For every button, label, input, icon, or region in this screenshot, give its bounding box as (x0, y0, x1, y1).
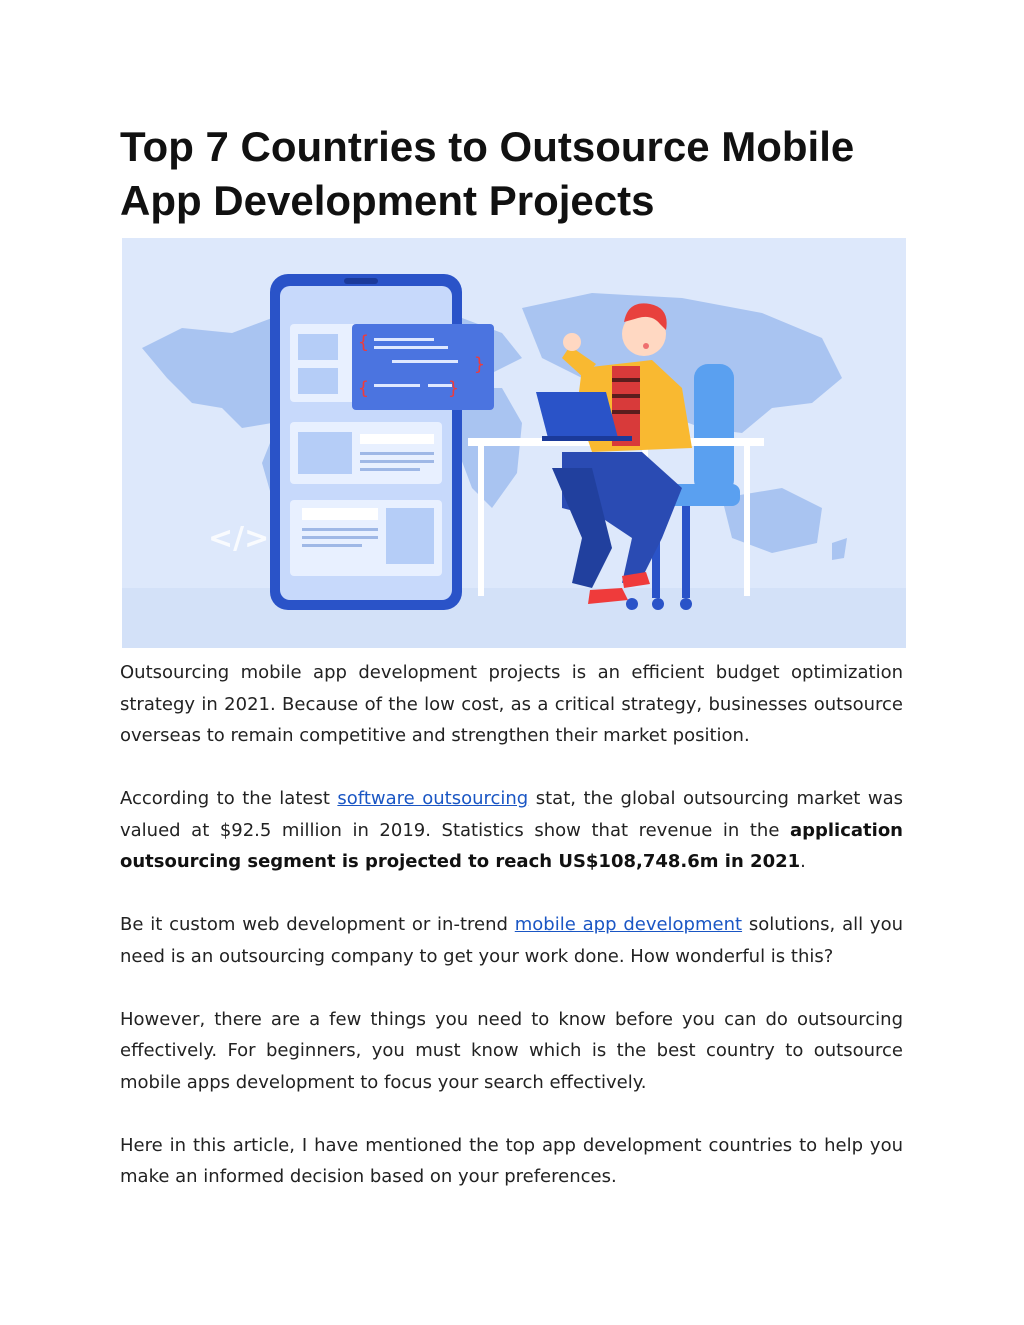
bold-highlight: application outsourcing segment is projected to reach US$108,748.6m in 2021 (120, 819, 903, 872)
paragraph-text: . (800, 851, 806, 872)
paragraph-beginners: However, there are a few things you need to know before you can do outsourcing effectively. For beginners, you must know which is the best country to outsource mobile apps development to focus your search effectively. (120, 1008, 903, 1093)
svg-text:}: } (474, 354, 485, 375)
paragraph-intro: Outsourcing mobile app development projects is an efficient budget optimization strategy in 2021. Because of the low cost, as a critical strategy, businesses outsource overseas to remain competitive and strengthen their market position. (120, 662, 903, 746)
paragraph-text: solutions, all you need is an outsourcing company to get your work done. How wonderful is this? (120, 914, 903, 967)
software-outsourcing-link[interactable]: software outsourcing (337, 788, 529, 809)
paragraph-text: Be it custom web development or in-trend (120, 914, 515, 935)
hero-illustration (122, 238, 906, 648)
paragraph-stats (120, 783, 903, 878)
page-title: Top 7 Countries to Outsource Mobile App Development Projects (120, 123, 855, 224)
code-panel-icon (352, 324, 494, 410)
paragraph-conclusion: Here in this article, I have mentioned the top app development countries to help you make an informed decision based on your preferences. (120, 1134, 903, 1187)
svg-text:{: { (358, 332, 369, 353)
paragraph-text: According to the latest (120, 788, 338, 809)
mobile-app-development-link[interactable]: mobile app development (514, 914, 743, 935)
svg-text:{: { (358, 378, 369, 399)
paragraph-solutions (120, 909, 903, 972)
svg-text:}: } (448, 378, 459, 399)
code-symbol-icon: </> (208, 521, 270, 556)
article-body (120, 657, 903, 1224)
paragraph-text: stat, the global outsourcing market was valued at $92.5 million in 2019. Statistics show that revenue in the (120, 788, 903, 841)
